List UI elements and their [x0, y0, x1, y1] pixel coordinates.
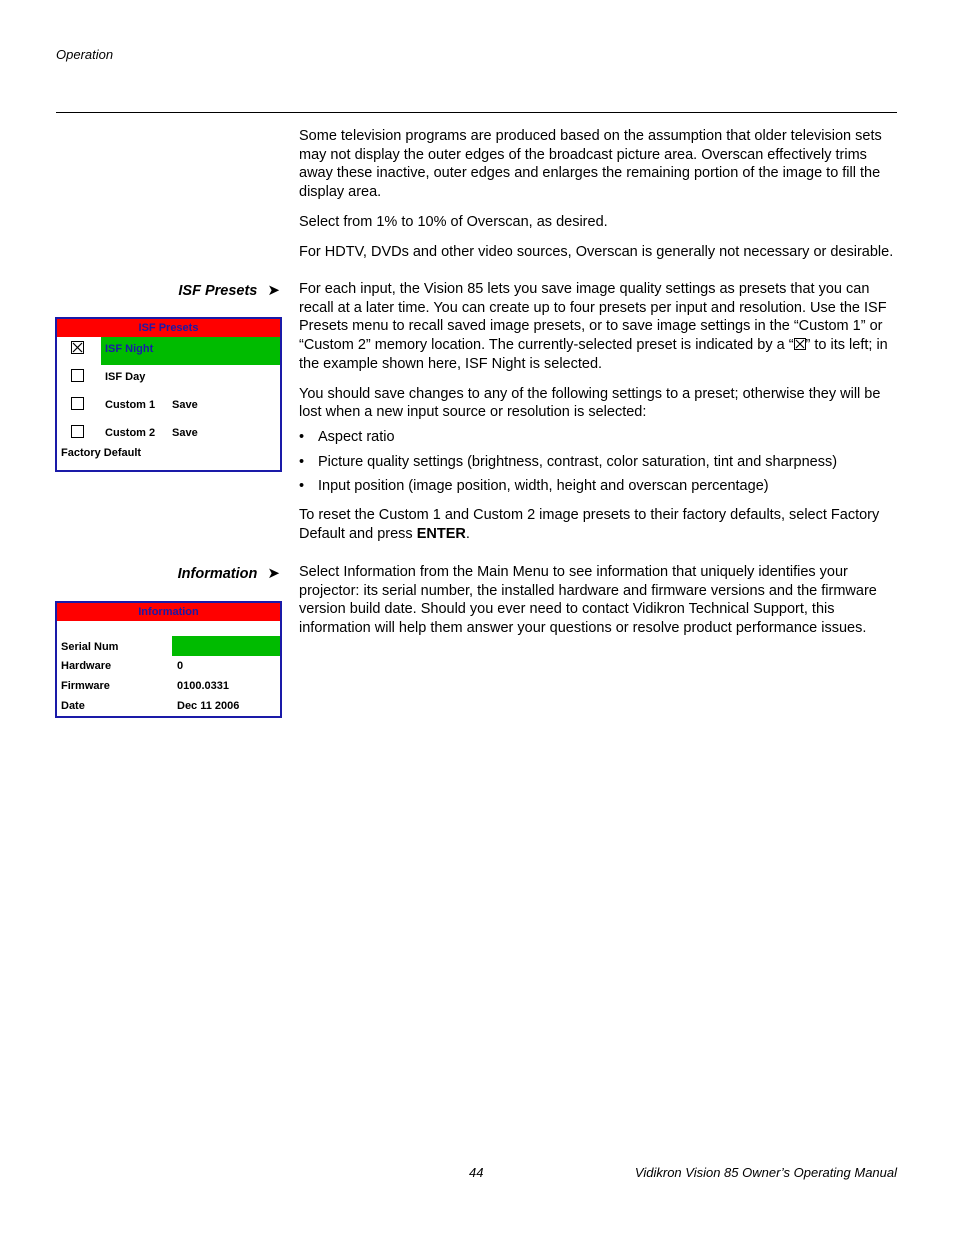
isf-intro-after: ” to its left; in the example shown here, ISF Night is selected.: [299, 337, 888, 372]
information-heading-text: Information: [177, 566, 258, 582]
header-rule: [56, 112, 897, 113]
isf-intro-before: For each input, the Vision 85 lets you save image quality settings as presets that you can recall at a later time. You can create up to four presets per input and resolution. Use the ISF Presets menu to recall saved image presets, or to save image settings in the “Custom 1” or “Custom 2” memory location. The currently-selected preset is indicated by a “: [299, 281, 887, 354]
preset-label: Custom 2: [105, 427, 156, 439]
isf-reset-end: .: [465, 525, 470, 542]
running-header: Operation: [56, 47, 114, 62]
checkbox-icon[interactable]: [71, 397, 84, 410]
manual-title: Vidikron Vision 85 Owner’s Operating Manual: [634, 1165, 897, 1180]
info-value: 0: [177, 660, 184, 672]
info-value: 0100.0331: [177, 680, 229, 692]
checked-box-icon[interactable]: [71, 341, 84, 354]
save-button[interactable]: Save: [172, 427, 198, 439]
isf-reset-text: To reset the Custom 1 and Custom 2 image presets to their factory defaults, select Factory Default and press: [299, 507, 880, 542]
isf-presets-section: [299, 280, 899, 543]
arrow-right-icon: ➤: [267, 282, 280, 299]
info-value: Dec 11 2006: [177, 700, 240, 712]
info-row-hardware: [57, 656, 280, 676]
info-label: Hardware: [61, 660, 112, 672]
checkbox-icon[interactable]: [71, 425, 84, 438]
preset-label: ISF Night: [105, 343, 154, 355]
save-button[interactable]: Save: [172, 399, 198, 411]
info-label: Serial Num: [61, 641, 119, 653]
isf-settings-list: [299, 428, 899, 496]
list-item: • Aspect ratio: [299, 428, 899, 447]
information-menu: [55, 601, 282, 718]
isf-presets-menu-title: ISF Presets: [57, 319, 280, 337]
info-row-firmware: [57, 676, 280, 696]
information-menu-title: Information: [57, 603, 280, 621]
info-label: Firmware: [61, 680, 110, 692]
factory-default-row[interactable]: [57, 449, 280, 469]
preset-row-isf-night[interactable]: [57, 337, 280, 365]
enter-key-label: ENTER: [416, 525, 466, 542]
menu-spacer: [57, 621, 280, 636]
info-row-serial-num: [57, 636, 280, 656]
preset-label: ISF Day: [105, 371, 146, 383]
checkbox-icon[interactable]: [71, 369, 84, 382]
preset-row-custom-2[interactable]: [57, 421, 280, 449]
isf-presets-heading: [120, 281, 280, 299]
info-label: Date: [61, 700, 85, 712]
factory-default-label: Factory Default: [61, 447, 142, 459]
info-row-date: [57, 696, 280, 716]
list-item: • Picture quality settings (brightness, contrast, color saturation, tint and sharpness): [299, 453, 899, 472]
preset-row-custom-1[interactable]: [57, 393, 280, 421]
information-section: [299, 563, 899, 638]
isf-save-note: You should save changes to any of the following settings to a preset; otherwise they will be lost when a new input source or resolution is selected:: [299, 385, 881, 421]
overscan-section: [299, 127, 899, 261]
information-heading: [120, 564, 280, 582]
information-paragraph: Select Information from the Main Menu to see information that uniquely identifies your projector: its serial number, the installed hardware and firmware versions and the firmware version build date. Should you ever need to contact Vidikron Technical Support, this information will help them answer your questions or resolve product performance issues.: [299, 564, 877, 637]
isf-presets-heading-text: ISF Presets: [178, 283, 258, 299]
page-number: 44: [469, 1165, 484, 1180]
overscan-paragraph-1: Some television programs are produced based on the assumption that older television sets may not display the outer edges of the broadcast picture area. Overscan effectively trims away these inactive, outer edges and enlarges the remaining portion of the image to fill the display area.: [299, 128, 882, 201]
list-item: • Input position (image position, width, height and overscan percentage): [299, 477, 899, 496]
isf-presets-menu: [55, 317, 282, 472]
isf-intro-paragraph: [299, 280, 899, 374]
arrow-right-icon: ➤: [267, 565, 280, 582]
isf-reset-paragraph: [299, 506, 899, 543]
checked-box-icon: [794, 338, 806, 350]
serial-value-highlight: [172, 636, 280, 656]
overscan-paragraph-2: Select from 1% to 10% of Overscan, as desired.: [299, 213, 608, 230]
preset-label: Custom 1: [105, 399, 156, 411]
preset-row-isf-day[interactable]: [57, 365, 280, 393]
overscan-paragraph-3: For HDTV, DVDs and other video sources, Overscan is generally not necessary or desirable.: [299, 243, 894, 260]
